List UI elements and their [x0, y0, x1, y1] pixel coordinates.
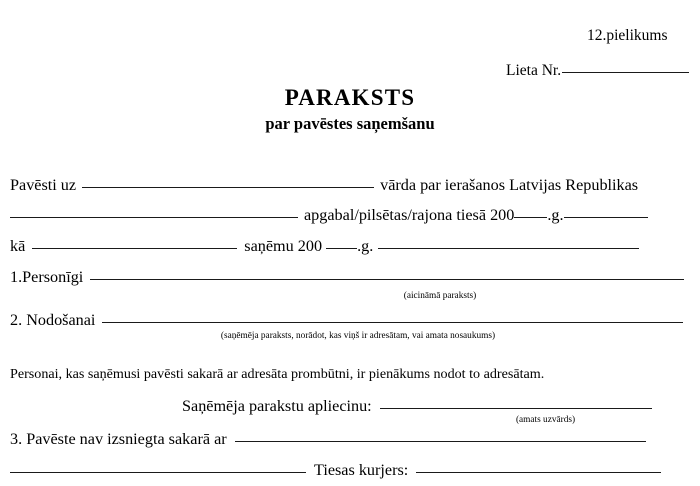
case-number-label: Lieta Nr. [506, 62, 562, 79]
form-line-addressee [10, 176, 638, 195]
form-line-certify [182, 397, 652, 416]
line2-year-suffix: .g. [547, 206, 564, 224]
form-line-courier [10, 461, 661, 480]
page-title: PARAKSTS [284, 85, 416, 110]
item2-caption: (saņēmēja paraksts, norādot, kas viņš ir adresātam, vai amata nosaukums) [220, 331, 496, 341]
form-line-received [10, 237, 639, 256]
page-subtitle: par pavēstes saņemšanu [265, 114, 435, 133]
received-year-blank[interactable] [326, 248, 357, 249]
received-role-blank[interactable] [32, 248, 237, 249]
form-item-handover [10, 311, 683, 330]
item1-caption: (aicināmā paraksts) [403, 291, 477, 301]
form-item-not-served [10, 430, 646, 449]
form-line-court [10, 206, 648, 225]
courier-signature-blank[interactable] [416, 472, 661, 473]
notice-paragraph: Personai, kas saņēmusi pavēsti sakarā ar adresāta prombūtni, ir pienākums nodot to adresātam. [10, 366, 545, 382]
received-date-blank[interactable] [378, 248, 639, 249]
line1-prefix-label: Pavēsti uz [10, 176, 77, 194]
form-item-personally [10, 268, 684, 287]
item2-label: 2. Nodošanai [10, 311, 96, 329]
certify-caption: (amats uzvārds) [515, 415, 576, 425]
court-year-blank[interactable] [514, 217, 547, 218]
item1-label: 1.Personīgi [10, 268, 84, 286]
line3-year-suffix: .g. [357, 237, 374, 255]
personally-signature-blank[interactable] [90, 279, 684, 280]
line3-received-label: saņēmu 200 [244, 237, 323, 255]
case-number-blank[interactable] [562, 72, 689, 73]
annex-number: 12.pielikums [587, 27, 668, 44]
item3-label: 3. Pavēste nav izsniegta sakarā ar [10, 430, 227, 448]
not-served-reason-blank-continued[interactable] [10, 472, 306, 473]
courier-label: Tiesas kurjers: [314, 461, 409, 479]
addressee-name-blank[interactable] [82, 187, 374, 188]
line1-suffix-label: vārda par ierašanos Latvijas Republikas [380, 176, 639, 194]
line3-prefix-label: kā [10, 237, 26, 255]
court-date-blank[interactable] [564, 217, 648, 218]
certify-signature-blank[interactable] [380, 408, 652, 409]
case-number-field [506, 62, 689, 80]
handover-signature-blank[interactable] [102, 322, 683, 323]
line2-court-label: apgabal/pilsētas/rajona tiesā 200 [304, 206, 515, 224]
not-served-reason-blank[interactable] [235, 441, 646, 442]
court-name-blank[interactable] [10, 217, 298, 218]
certify-label: Saņēmēja parakstu apliecinu: [182, 397, 372, 415]
